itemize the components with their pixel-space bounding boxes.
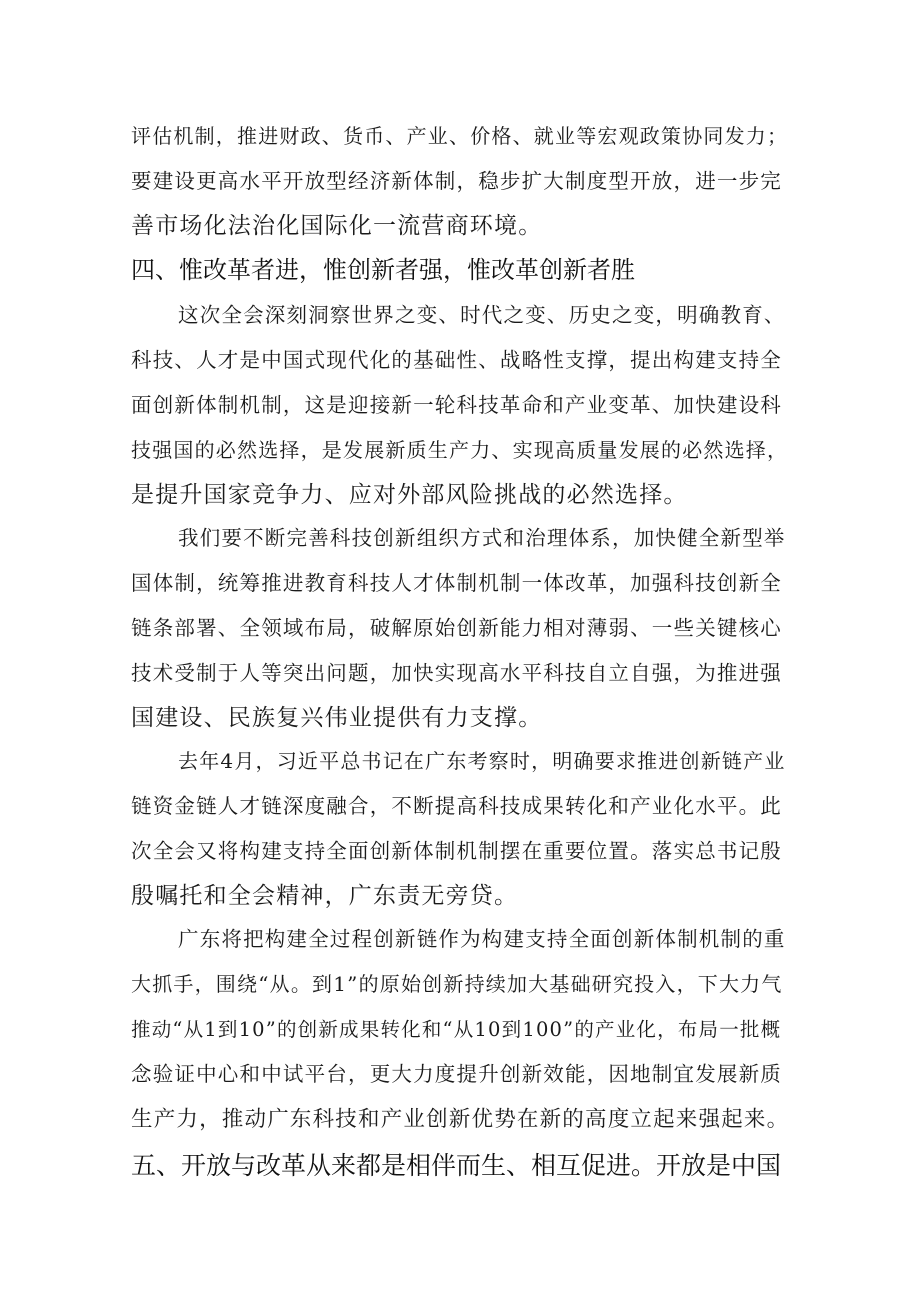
paragraph-line: 是提升国家竞争力、应对外部风险挑战的必然选择。 <box>131 482 688 508</box>
paragraph-line: 广东将把构建全过程创新链作为构建支持全面创新体制机制的重 <box>178 927 786 951</box>
paragraph-line: 去年4月，习近平总书记在广东考察时，明确要求推进创新链产业 <box>178 749 786 773</box>
paragraph-line: 次全会又将构建支持全面创新体制机制摆在重要位置。落实总书记殷 <box>131 839 782 863</box>
section-heading-five: 五、开放与改革从来都是相伴而生、相互促进。开放是中国 <box>131 1151 782 1180</box>
paragraph-line: 技强国的必然选择，是发展新质生产力、实现高质量发展的必然选择， <box>131 438 789 462</box>
paragraph-line: 评估机制，推进财政、货币、产业、价格、就业等宏观政策协同发力； <box>131 124 789 148</box>
paragraph-policy-coordination <box>131 114 793 249</box>
paragraph-line: 大抓手，围绕“从。到1”的原始创新持续加大基础研究投入，下大力气 <box>131 972 783 996</box>
paragraph-guangdong-inspection <box>131 739 793 919</box>
paragraph-line: 面创新体制机制，这是迎接新一轮科技革命和产业变革、加快建设科 <box>131 393 782 417</box>
paragraph-innovation-chain <box>131 917 793 1142</box>
paragraph-line: 技术受制于人等突出问题，加快实现高水平科技自立自强，为推进强 <box>131 661 782 685</box>
paragraph-line: 这次全会深刻洞察世界之变、时代之变、历史之变，明确教育、 <box>178 303 786 327</box>
paragraph-line: 推动“从1到10”的创新成果转化和“从10到100”的产业化，布局一批概 <box>131 1018 782 1041</box>
paragraph-line: 链资金链人才链深度融合，不断提高科技成果转化和产业化水平。此 <box>131 794 782 818</box>
paragraph-line: 生产力，推动广东科技和产业创新优势在新的高度立起来强起来。 <box>131 1107 790 1132</box>
paragraph-line: 链条部署、全领域布局，破解原始创新能力相对薄弱、一些关键核心 <box>131 616 782 640</box>
paragraph-line: 我们要不断完善科技创新组织方式和治理体系，加快健全新型举 <box>178 526 786 550</box>
paragraph-line: 国建设、民族复兴伟业提供有力支撑。 <box>131 705 543 731</box>
paragraph-line: 殷嘱托和全会精神，广东责无旁贷。 <box>131 883 519 909</box>
paragraph-line: 国体制，统筹推进教育科技人才体制机制一体改革，加强科技创新全 <box>131 571 782 595</box>
section-heading-four: 四、惟改革者进，惟创新者强，惟改革创新者胜 <box>131 256 635 284</box>
paragraph-line: 善市场化法治化国际化一流营商环境。 <box>131 213 543 239</box>
paragraph-line: 念验证中心和中试平台，更大力度提升创新效能，因地制宜发展新质 <box>131 1062 782 1086</box>
paragraph-line: 要建设更高水平开放型经济新体制，稳步扩大制度型开放，进一步完 <box>131 169 782 193</box>
paragraph-line: 科技、人才是中国式现代化的基础性、战略性支撑，提出构建支持全 <box>131 348 782 372</box>
paragraph-full-innovation <box>131 293 793 518</box>
paragraph-tech-governance <box>131 516 793 741</box>
